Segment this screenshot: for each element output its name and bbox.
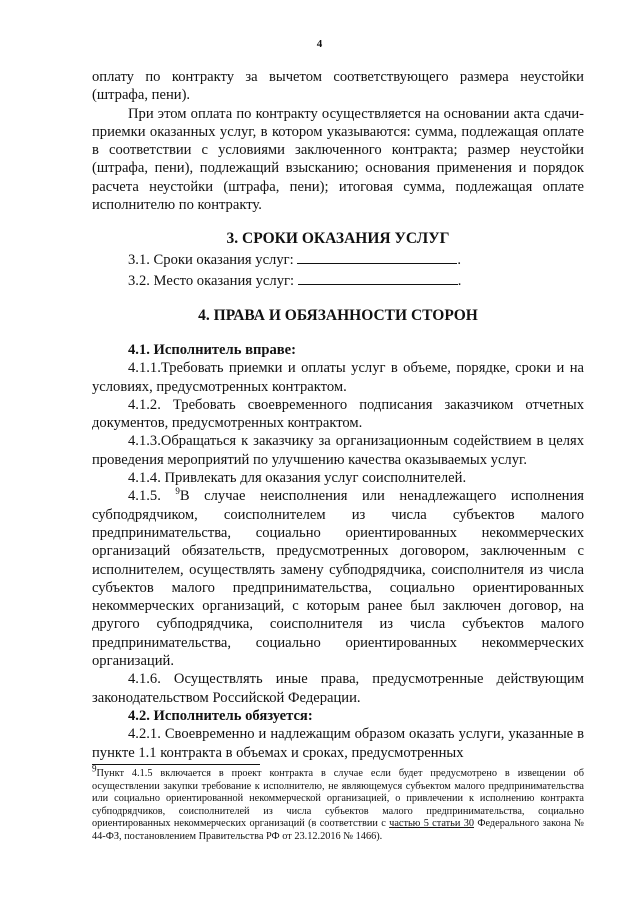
item-4-1-1: 4.1.1.Требовать приемки и оплаты услуг в объеме, порядке, сроки и на условиях, предусмотренных контрактом. [92, 360, 584, 395]
item-3-2-label: 3.2. Место оказания услуг: [128, 272, 295, 289]
footnote-text-after: Федерального закона № 44-ФЗ, постановлением Правительства РФ от 23.12.2016 № 1466). [92, 818, 584, 842]
section-3-heading: 3. СРОКИ ОКАЗАНИЯ УСЛУГ [226, 230, 450, 248]
item-4-1-5-text: В случае неисполнения или ненадлежащего исполнения субподрядчиком, соисполнителем из числа субъектов малого предпринимательства, социально ориентированных некоммерческих организаций обязательств, предусмотренных договором, заключенным с исполнителем, осуществлять замену субподрядчика, соисполнителя из числа субъектов малого предпринимательства, социально ориентированных некоммерческих организаций, с которым ранее был заключен договор, на другого субподрядчика, соисполнителя из числа субъектов малого предпринимательства, социально ориентированных некоммерческих организаций. [92, 488, 584, 670]
paragraph-payment-continuation: оплату по контракту за вычетом соответствующего размера неустойки (штрафа, пени). [92, 69, 584, 104]
page-number: 4 [316, 38, 323, 50]
footnote-text-before: Пункт 4.1.5 включается в проект контракта в случае если будет предусмотрено в извещении об осуществлении закупки требование к исполнителю, не являющемуся субъектом малого предпринимательства или социально ориентированной некоммерческой организацией, о привлечении к исполнению контракта субподрядчиков, соисполнителей из числа субъектов малого предпринимательства, социально ориентированных некоммерческих организаций (в соответствии с [92, 768, 584, 829]
document-body [92, 68, 584, 762]
footnote-reference-9: 9 [175, 486, 180, 497]
footnote-law-reference-link[interactable]: частью 5 статьи 30 [389, 818, 475, 829]
footnote-mark: 9 [92, 763, 97, 774]
section-4-heading: 4. ПРАВА И ОБЯЗАННОСТИ СТОРОН [198, 306, 478, 324]
subsection-4-2-heading: 4.2. Исполнитель обязуется: [128, 707, 313, 724]
item-3-1 [92, 249, 584, 269]
item-3-1-blank [297, 249, 457, 264]
item-4-2-1: 4.2.1. Своевременно и надлежащим образом оказать услуги, указанные в пункте 1.1 контракта в объемах и сроках, предусмотренных [92, 726, 584, 761]
item-3-2-period: . [457, 272, 462, 289]
paragraph-payment-act: При этом оплата по контракту осуществляется на основании акта сдачи-приемки оказанных услуг, в котором указываются: сумма, подлежащая оплате в соответствии с условиями заключенного контракта; размер неустойки (штрафа, пени), подлежащий взысканию; основания применения и порядок расчета неустойки (штрафа, пени); итоговая сумма, подлежащая оплате исполнителю по контракту. [92, 105, 584, 214]
subsection-4-1-heading: 4.1. Исполнитель вправе: [128, 341, 297, 358]
footnote-9 [92, 763, 584, 843]
footnote-divider [92, 764, 260, 765]
item-4-1-5 [92, 487, 584, 670]
item-3-1-label: 3.1. Сроки оказания услуг: [128, 252, 294, 269]
item-4-1-4: 4.1.4. Привлекать для оказания услуг соисполнителей. [128, 470, 467, 487]
item-4-1-6: 4.1.6. Осуществлять иные права, предусмотренные действующим законодательством Российской Федерации. [92, 671, 584, 706]
item-4-1-3: 4.1.3.Обращаться к заказчику за организационным содействием в целях проведения мероприятий по улучшению качества оказываемых услуг. [92, 433, 584, 468]
item-3-2-blank [298, 270, 458, 285]
item-4-1-2: 4.1.2. Требовать своевременного подписания заказчиком отчетных документов, предусмотренных контрактом. [92, 396, 584, 432]
item-3-2 [92, 270, 584, 290]
item-3-1-period: . [457, 252, 461, 269]
item-4-1-5-number: 4.1.5. [128, 488, 161, 505]
